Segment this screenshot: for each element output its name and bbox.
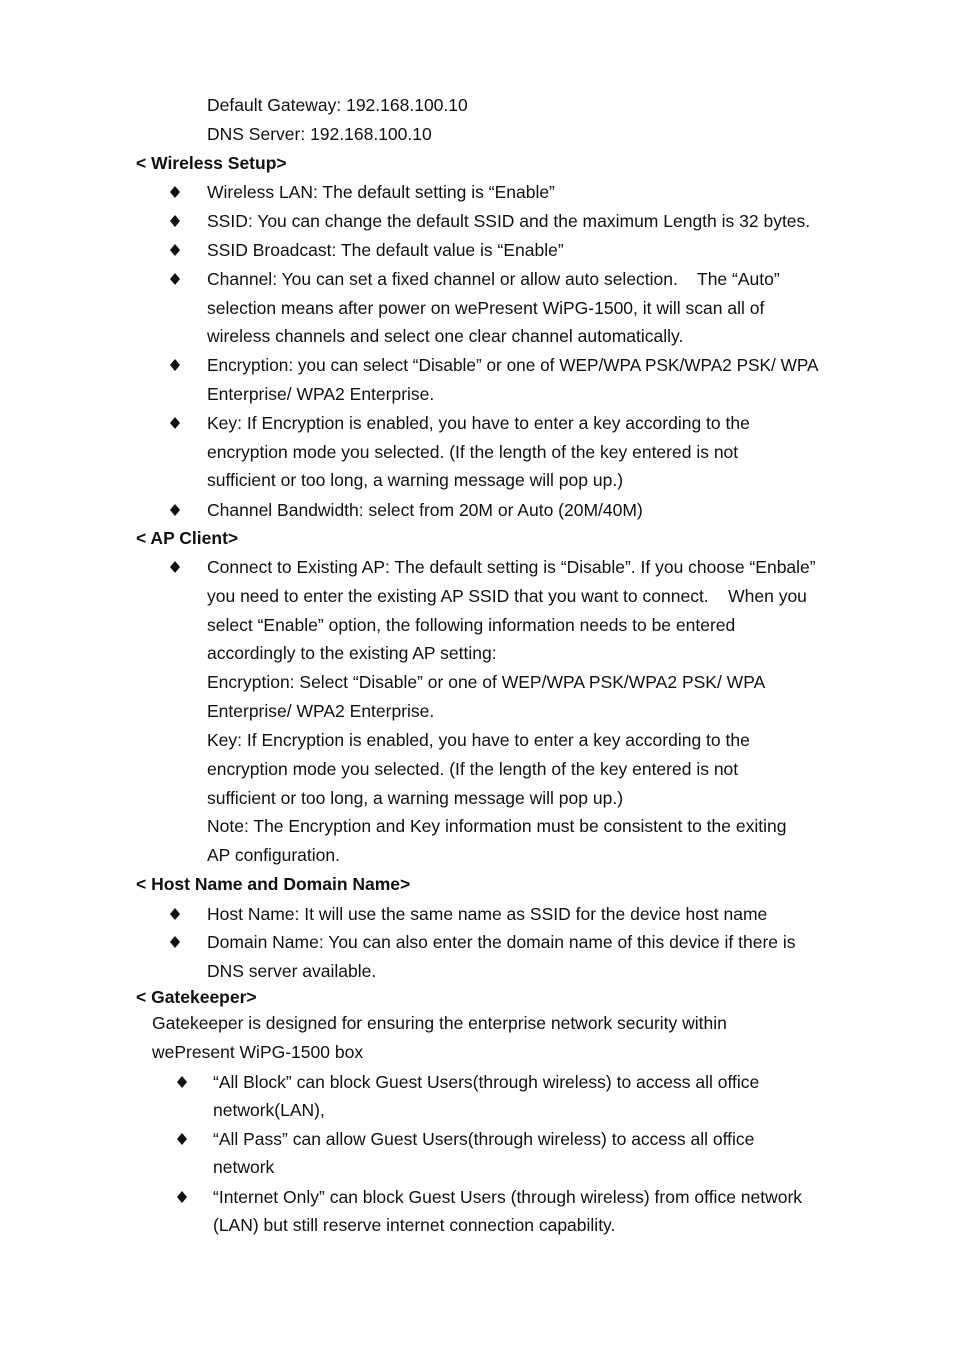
host-name-item: Host Name: It will use the same name as SSID for the device host name xyxy=(207,904,768,924)
channel-item-line1: Channel: You can set a fixed channel or allow auto selection. The “Auto” xyxy=(207,269,780,289)
ap-client-line: select “Enable” option, the following information needs to be entered xyxy=(207,615,736,635)
encryption-item-line2: Enterprise/ WPA2 Enterprise. xyxy=(207,384,435,404)
diamond-bullet-icon xyxy=(170,210,182,232)
domain-name-item-line2: DNS server available. xyxy=(207,961,377,981)
ap-client-line: Encryption: Select “Disable” or one of WEP/WPA PSK/WPA2 PSK/ WPA xyxy=(207,672,766,692)
diamond-bullet-icon xyxy=(177,1071,189,1093)
default-gateway-line: Default Gateway: 192.168.100.10 xyxy=(207,95,468,115)
diamond-bullet-icon xyxy=(170,268,182,290)
ap-client-line: Key: If Encryption is enabled, you have to enter a key according to the xyxy=(207,730,750,750)
all-block-item-line1: “All Block” can block Guest Users(through wireless) to access all office xyxy=(213,1072,760,1092)
domain-name-item-line1: Domain Name: You can also enter the domain name of this device if there is xyxy=(207,932,796,952)
diamond-bullet-icon xyxy=(170,556,182,578)
ap-client-line: accordingly to the existing AP setting: xyxy=(207,643,497,663)
encryption-item-line1: Encryption: you can select “Disable” or one of WEP/WPA PSK/WPA2 PSK/ WPA xyxy=(207,355,819,375)
ap-client-line: Note: The Encryption and Key information must be consistent to the exiting xyxy=(207,816,787,836)
key-item-line1: Key: If Encryption is enabled, you have to enter a key according to the xyxy=(207,413,750,433)
ssid-broadcast-item: SSID Broadcast: The default value is “Enable” xyxy=(207,240,564,260)
ssid-item: SSID: You can change the default SSID and the maximum Length is 32 bytes. xyxy=(207,211,811,231)
ap-client-line: Enterprise/ WPA2 Enterprise. xyxy=(207,701,435,721)
host-domain-heading: < Host Name and Domain Name> xyxy=(136,874,411,894)
dns-server-line: DNS Server: 192.168.100.10 xyxy=(207,124,432,144)
diamond-bullet-icon xyxy=(170,903,182,925)
ap-client-line: you need to enter the existing AP SSID that you want to connect. When you xyxy=(207,586,807,606)
diamond-bullet-icon xyxy=(170,499,182,521)
key-item-line2: encryption mode you selected. (If the length of the key entered is not xyxy=(207,442,739,462)
diamond-bullet-icon xyxy=(170,354,182,376)
channel-bandwidth-item: Channel Bandwidth: select from 20M or Auto (20M/40M) xyxy=(207,500,643,520)
ap-client-line: Connect to Existing AP: The default setting is “Disable”. If you choose “Enbale” xyxy=(207,557,816,577)
internet-only-item-line2: (LAN) but still reserve internet connection capability. xyxy=(213,1215,616,1235)
gatekeeper-heading: < Gatekeeper> xyxy=(136,987,257,1007)
channel-item-line3: wireless channels and select one clear channel automatically. xyxy=(207,326,684,346)
ap-client-line: encryption mode you selected. (If the length of the key entered is not xyxy=(207,759,739,779)
gatekeeper-intro-line1: Gatekeeper is designed for ensuring the enterprise network security within xyxy=(152,1013,727,1033)
wireless-setup-heading: < Wireless Setup> xyxy=(136,153,287,173)
diamond-bullet-icon xyxy=(170,181,182,203)
diamond-bullet-icon xyxy=(170,239,182,261)
all-pass-item-line1: “All Pass” can allow Guest Users(through wireless) to access all office xyxy=(213,1129,755,1149)
channel-item-line2: selection means after power on wePresent WiPG-1500, it will scan all of xyxy=(207,298,765,318)
ap-client-line: AP configuration. xyxy=(207,845,340,865)
ap-client-line: sufficient or too long, a warning message will pop up.) xyxy=(207,788,624,808)
ap-client-heading: < AP Client> xyxy=(136,528,239,548)
diamond-bullet-icon xyxy=(170,931,182,953)
gatekeeper-intro-line2: wePresent WiPG-1500 box xyxy=(152,1042,364,1062)
all-block-item-line2: network(LAN), xyxy=(213,1100,325,1120)
all-pass-item-line2: network xyxy=(213,1157,275,1177)
wireless-lan-item: Wireless LAN: The default setting is “Enable” xyxy=(207,182,555,202)
diamond-bullet-icon xyxy=(177,1128,189,1150)
key-item-line3: sufficient or too long, a warning message will pop up.) xyxy=(207,470,624,490)
diamond-bullet-icon xyxy=(177,1186,189,1208)
diamond-bullet-icon xyxy=(170,412,182,434)
internet-only-item-line1: “Internet Only” can block Guest Users (through wireless) from office network xyxy=(213,1187,803,1207)
